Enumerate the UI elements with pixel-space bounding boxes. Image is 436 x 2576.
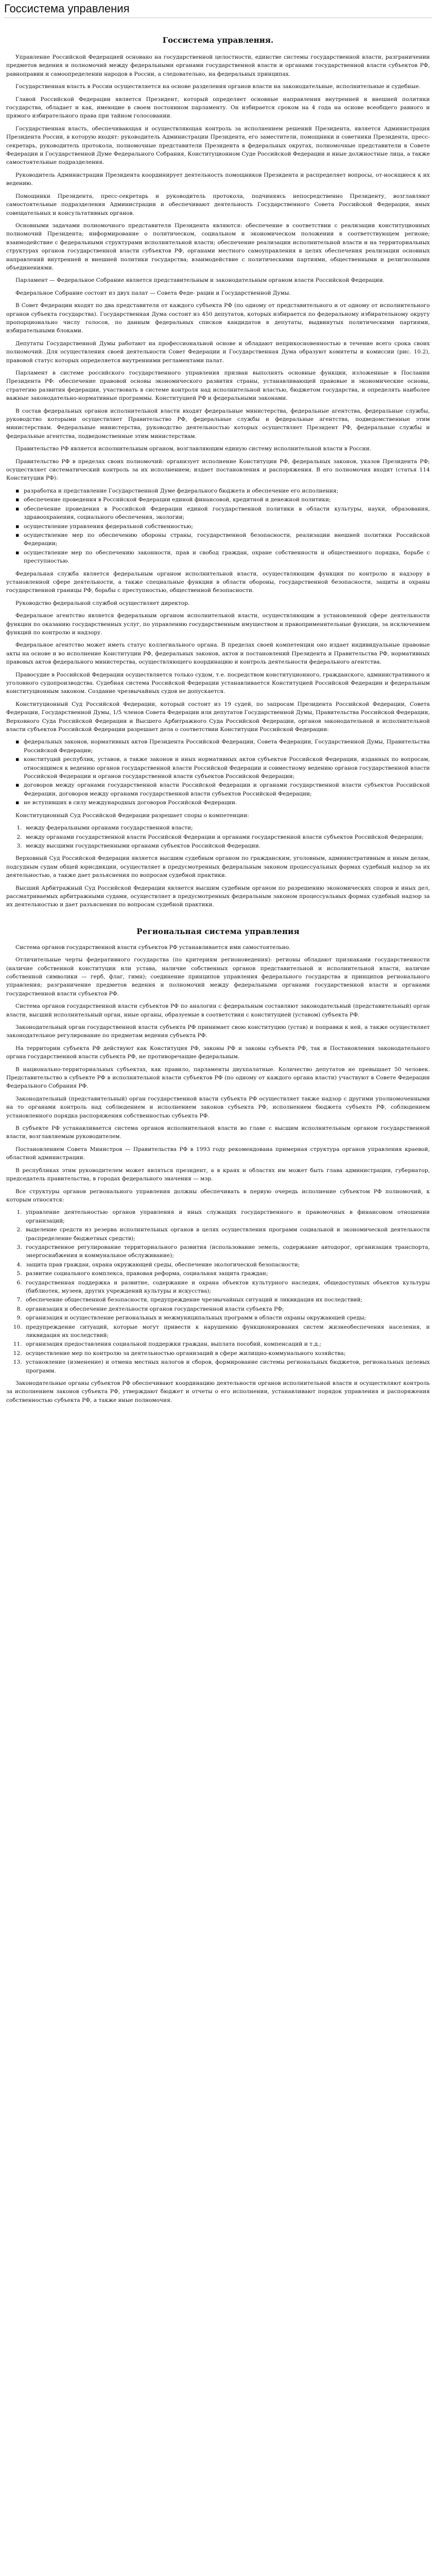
regional-paragraph-5: На территории субъекта РФ действуют как Конституция РФ, законы РФ и законы субъекта РФ, так и Постановления законодательного органа государственной власти субъекта РФ, не противоречащие федеральным.	[6, 1045, 430, 1060]
regional-power-item-4: 4. защита прав граждан, охрана окружающей среды, обеспечение экологической безопасности;	[24, 1261, 430, 1269]
federal-paragraph-5: Руководитель Администрации Президента координирует деятельность помощников Президента и распределяет вопросы, от-носящиеся к их ведению.	[6, 172, 430, 187]
regional-paragraph-3: Система органов государственной власти субъектов РФ по аналогии с федеральным составляют законодательный (представительный) орган власти, высший исполнительный орган, иные органы, образуемые в соответствии с конституцией (уставом) субъекта РФ.	[6, 1003, 430, 1018]
federal-paragraph-6: Помощники Президента, пресс-секретарь и руководитель протокола, подчиняясь непосредственно Президенту, возглавляют самостоятельные подразделения Администрации и обеспечивают деятельность Государственного Совета Российской Федерации, иных совещательных и консультативных органов.	[6, 193, 430, 216]
federal-paragraph-15: Правительство РФ в пределах своих полномочий: организует исполнение Конституции РФ, федеральных законов, указов Президента РФ; осуществляет систематический контроль за их исполнением; издает постановления и распоряжения. В его полномочия входит (статья 114 Конституции РФ):	[6, 458, 430, 482]
federal-paragraph-7: Основными задачами полномочного представителя Президента являются: обеспечение в соответствии с реализации конституционных полномочий Президента; информирование о политическом, социальном и экономическом положении в соответствующем регионе; взаимодействие с федеральными структурами исполнительной власти; обеспечение реализации исполнительной власти и на территориальных структурах органов государственной власти субъектов РФ, органами местного самоуправления в целях обеспечения реализации основных направлений внутренней и внешней политики государства; взаимодействие с политическими партиями, общественными и религиозными объединениями.	[6, 222, 430, 271]
regional-power-item-13: 13. установление (изменение) и отмена местных налогов и сборов, формирование системы региональных бюджетов, региональных целевых программ.	[24, 1358, 430, 1375]
regional-paragraph-6: В национально-территориальных субъектах, как правило, парламенты двухпалатные. Количество депутатов не превышает 50 человек. Представительство в субъекте РФ в исполнительной власти субъектов РФ (по одному от каждого органа власти) участвуют в Совете Федерации Федерального Собрания РФ.	[6, 1066, 430, 1090]
federal-paragraph-9: Федеральное Собрание состоит из двух палат — Совета Феде- рации и Государственной Думы.	[15, 290, 291, 296]
regional-power-item-8: 8. организация и обеспечение деятельности органов государственной власти субъекта РФ;	[24, 1305, 430, 1313]
federal-paragraph-b-5: Правосудие в Российской Федерации осуществляется только судом, т.е. посредством конституционного, гражданского, административного и уголовного судопроизводства. Судебная система Российской Федерации устанавливается Конституцией Российской Федерации и федеральным конституционным законом. Создание чрезвычайных судов не допускается.	[6, 671, 430, 695]
court-jurisdiction-item-2: ▪ конституций республик, уставов, а также законов и иных нормативных актов субъектов Российской Федерации, изданных по вопросам, относящимся к ведению органов государственной власти Российской Федерации и совместному ведению органов государственной власти Российской Федерации и органов государственной власти субъектов Российской Федерации;	[24, 755, 430, 781]
dispute-item-2: 2. между органами государственной власти Российской Федерации и органами государственной власти субъектов Российской Федерации;	[24, 833, 430, 841]
supreme-court-paragraph-2: Высший Арбитражный Суд Российской Федерации является высшим судебным органом по разрешению экономических споров и иных дел, рассматриваемых арбитражными судами, осуществляет в предусмотренных федеральным законом процессуальных формах судебный надзор за их деятельностью и дает разъяснения по вопросам судебной практики.	[6, 885, 430, 908]
federal-paragraph-10: В Совет Федерации входят по два представителя от каждого субъекта РФ (по одному от представительного и от одному от исполнительного органов субъекта государства). Государственная Дума состоит из 450 депутатов, которых избирается по федеральному избирательному округу пропорционально числу голосов, по данным федеральных списков кандидатов в депутаты, выдвинутых политическими партиями, избирательными блоками.	[6, 302, 430, 334]
regional-power-item-10: 10. предупреждение ситуаций, которые могут привести к нарушению функционирования систем жизнеобеспечения населения, и ликвидация их последствий;	[24, 1323, 430, 1340]
government-power-item-3: ▪ обеспечение проведения в Российской Федерации единой государственной политики в области культуры, науки, образования, здравоохранения, социального обеспечения, экологии;	[24, 505, 430, 522]
federal-paragraph-b-3: Федеральное агентство является федеральным органом исполнительной власти, осуществляющим в установленной сфере деятельности функции по оказанию государственных услуг, по управлению государственным имуществом и правоприменительные функции, за исключением функций по контролю и надзору.	[6, 613, 430, 636]
federal-paragraph-4: Государственная власть, обеспечивающая и осуществляющая контроль за исполнением решений Президента, является Администрация Президента России, в которую входят: руководитель Администрации Президента, его заместители, помощники и советники Президента, пресс-секретарь, руководитель протокола, полномочные представители Президента в федеральных округах, полномочные представители в Совете Федерации и Государственной Думе Федерального Собрания, Конституционном Суде Российской Федерации и иные должностные лица, а также самостоятельные подразделения.	[6, 125, 430, 166]
federal-paragraphs	[6, 53, 430, 483]
government-powers-list	[6, 487, 430, 566]
federal-paragraph-14: Правительство РФ является исполнительным органом, возглавляющим единую систему исполнительной власти в России.	[15, 446, 372, 452]
regional-power-item-9: 9. организация и осуществление региональных и межмуниципальных программ в области охраны окружающей среды;	[24, 1314, 430, 1322]
regional-power-item-12: 12. осуществление мер по контролю за деятельностью организаций в сфере жилищно-коммунального хозяйства;	[24, 1349, 430, 1358]
supreme-court-paragraph-1: Верховный Суд Российской Федерации является высшим судебным органом по гражданским, уголовным, административным и иным делам, подсудным судам общей юрисдикции, осуществляет в предусмотренных федеральным законом процессуальных формах судебный надзор за их деятельностью, а также дает разъяснения по вопросам судебной практики.	[6, 855, 430, 879]
dispute-item-1: 1. между федеральными органами государственной власти;	[24, 824, 430, 832]
federal-paragraph-b-6: Конституционный Суд Российской Федерации, который состоит из 19 судей, по запросам Президента Российской Федерации, Совета Федерации, Государственной Думы, 1/5 членов Совета Федерации или депутатов Государственной Думы, Правительства Российской Федерации, Верховного Суда Российской Федерации и Высшего Арбитражного Суда Российской Федерации, органов законодательной и исполнительной власти субъектов Российской Федерации разрешает дела о соответствии Конституции Российской Федерации:	[6, 701, 430, 733]
regional-paragraph-10: В республиках этим руководителем может являться президент, а в краях и областях им может быть глава администрации, губернатор, председатель правительства, в городах федерального значения — мэр.	[6, 1167, 430, 1182]
federal-paragraph-3: Главой Российской Федерации является Президент, который определяет основные направления внутренней и внешней политики государства, обладает и как, имеющие в своем постоянном парламенту. Он избирается сроком на 4 года на основе всеобщего равного и прямого избирательного права при тайном голосовании.	[6, 96, 430, 120]
regional-paragraph-11: Все структуры органов регионального управления должны обеспечивать в первую очередь исполнение субъектом РФ полномочий, к которым относятся:	[6, 1188, 430, 1203]
federal-paragraph-b-1: Федеральная служба является федеральным органом исполнительной власти, осуществляющим функции по контролю и надзору в установленной сфере деятельности, а также специальные функции в области обороны, государственной безопасности, защиты и охраны государственной границы РФ, борьбы с преступностью, общественной безопасности.	[6, 570, 430, 594]
regional-paragraph-7: Законодательный (представительный) орган государственной власти субъекта РФ осуществляет также надзор с другими уполномоченными на то органами контроль над соблюдением и исполнением законов субъекта РФ, исполнением бюджета субъекта РФ, соблюдением установленного порядка распоряжения собственностью субъекта РФ.	[6, 1095, 430, 1119]
regional-paragraph-1: Система органов государственной власти субъектов РФ устанавливается ими самостоятельно.	[15, 944, 291, 951]
federal-paragraph-b-2: Руководство федеральной службой осуществляет директор.	[15, 600, 190, 606]
government-power-item-4: ▪ осуществление управления федеральной собственностью;	[24, 522, 430, 531]
article-body	[0, 36, 436, 1404]
regional-closing: Законодательные органы субъектов РФ обеспечивают координацию деятельности органов исполнительной власти и осуществляют контроль за исполнением законов субъекта РФ, утверждают бюджет и отчеты о его исполнении, устанавливают порядок управления и распоряжения собственностью субъекта РФ, а также иные полномочия.	[6, 1380, 430, 1403]
page-title: Госсистема управления	[4, 2, 432, 18]
government-power-item-6: ▪ осуществление мер по обеспечению законности, прав и свобод граждан, охране собственности и общественного порядка, борьбе с преступностью.	[24, 549, 430, 566]
section-heading-regional: Региональная система управления	[136, 926, 300, 936]
government-power-item-2: ▪ обеспечение проведения в Российской Федерации единой финансовой, кредитной и денежной политики;	[24, 496, 430, 504]
dispute-item-3: 3. между высшими государственными органами субъектов Российской Федерации.	[24, 842, 430, 850]
regional-power-item-6: 6. государственная поддержка и развитие, содержание и охрана объектов культурного наследия, общедоступных объектов культуры (библиотек, музеев, других учреждений культуры и искусства);	[24, 1279, 430, 1296]
regional-power-item-7: 7. обеспечение общественной безопасности, предупреждение чрезвычайных ситуаций и ликвидация их последствий;	[24, 1296, 430, 1304]
federal-paragraph-2: Государственная власть в России осуществляется на основе разделения органов власти на законодательные, исполнительные и судебные.	[15, 83, 421, 90]
regional-powers-list	[6, 1208, 430, 1375]
government-power-item-1: ▪ разработка и представление Государственной Думе федерального бюджета и обеспечение его исполнения;	[24, 487, 430, 495]
federal-paragraph-11: Депутаты Государственной Думы работают на профессиональной основе и обладают неприкосновенностью в течение всего срока своих полномочий. Для осуществления своей деятельности Совет Федерации и Государственная Дума образуют комитеты и комиссии (рис. 10.2), правовой статус которых определяется внутренними регламентами палат.	[6, 340, 430, 364]
court-jurisdiction-list	[6, 738, 430, 807]
regional-power-item-11: 11. организация предоставления социальной поддержки граждан, выплата пособий, компенсаций и т.д.;	[24, 1340, 430, 1348]
federal-paragraph-13: В состав федеральных органов исполнительной власти входят федеральные министерства, федеральные агентства, федеральные службы, руководство которыми осуществляет Правительство РФ, федеральные службы и федеральные агентства, подведомственные этим министерствам. Федеральные министерства, руководство деятельностью которых осуществляет Президент РФ, федеральные службы и федеральные агентства, подведомственные этим министерствам.	[6, 408, 430, 439]
regional-power-item-3: 3. государственное регулирование территориального развития (использование земель, содержание автодорог, организация транспорта, энергоснабжения и коммунальное обслуживание);	[24, 1243, 430, 1260]
federal-paragraphs-2	[6, 570, 430, 734]
federal-paragraphs-3	[6, 854, 430, 909]
regional-paragraph-4: Законодательный орган государственной власти субъекта РФ принимает свою конституцию (устав) и поправки к ней, а также осуществляет законодательное регулирование по предметам ведения субъекта РФ.	[6, 1024, 430, 1039]
disputes-intro: Конституционный Суд Российской Федерации разрешает споры о компетенции:	[15, 812, 249, 819]
regional-paragraph-9: Постановлением Совета Министров — Правительства РФ в 1993 году рекомендована примерная структура органов управления краевой, областной администрации.	[6, 1146, 430, 1161]
regional-power-item-2: 2. выделение средств из резерва исполнительных органов в целях осуществления программ социальной и экономической деятельности (распределение бюджетных средств);	[24, 1226, 430, 1243]
federal-paragraph-8: Парламент — Федеральное Собрание является представительным и законодательным органом власти Российской Федерации.	[15, 277, 385, 284]
regional-power-item-1: 1. управление деятельностью органов управления и иных служащих государственного и правомочных в финансовом отношении организаций;	[24, 1208, 430, 1225]
federal-paragraph-12: Парламент в системе российского государственного управления призван выполнять основные функции, изложенные в Послании Президента РФ: обеспечение правовой основы экономического развития страны, устанавливающей правовые и экономические основы, стратегию развития федерации, участвовать в системе контроля над исполнительной властью, бюджетом государства, и определять наиболее важные законодательно-нормативные программы. Конституцией РФ и федеральными законами.	[6, 370, 430, 402]
regional-paragraphs	[6, 943, 430, 1205]
section-heading-federal: Госсистема управления.	[162, 36, 274, 45]
regional-paragraph-2: Отличительные черты федеративного государства (по критериям регионоведения): регионы обладают признаками государственности (наличие собственной конституции или устава, наличие собственных органов представительной и исполнительной власти, наличие собственной символики — герб, флаг, гимн); соединение принципов управления федерального государства и принципов регионального управления; разграничение предметов ведения и полномочий между федеральными органами государственной власти и органами государственной власти субъектов РФ.	[6, 957, 430, 997]
regional-paragraph-8: В субъекте РФ устанавливается система органов исполнительной власти во главе с высшим исполнительным органом государственной власти, возглавляемым руководителем.	[6, 1125, 430, 1140]
court-jurisdiction-item-4: ▪ не вступивших в силу международных договоров Российской Федерации.	[24, 799, 430, 807]
federal-paragraph-1: Управление Российской Федерацией основано на государственной целостности, единстве системы государственной власти, разграничении предметов ведения и полномочий между федеральными органами государственной власти и органами государственной власти субъектов РФ, равноправии и самоопределении народов в России, а следовательно, на федеральных принципах.	[6, 54, 430, 77]
federal-paragraph-b-4: Федеральное агентство может иметь статус коллегиального органа. В пределах своей компетенции оно издает индивидуальные правовые акты на основе и во исполнение Конституции РФ, федеральных законов, актов и постановлений Президента и Правительства РФ, нормативных правовых актов федерального министерства, осуществляющего координацию и контроль деятельности федерального агентства.	[6, 642, 430, 666]
court-jurisdiction-item-3: ▪ договоров между органами государственной власти Российской Федерации и органами государственной власти субъектов Российской Федерации, договоров между органами государственной власти субъектов Российской Федерации;	[24, 781, 430, 798]
regional-power-item-5: 5. развитие социального комплекса, правовая реформа, социальная защита граждан;	[24, 1269, 430, 1278]
disputes-list	[6, 824, 430, 850]
court-jurisdiction-item-1: ▪ федеральных законов, нормативных актов Президента Российской Федерации, Совета Федерации, Государственной Думы, Правительства Российской Федерации;	[24, 738, 430, 755]
government-power-item-5: ▪ осуществление мер по обеспечению обороны страны, государственной безопасности, реализации внешней политики Российской Федерации;	[24, 531, 430, 548]
